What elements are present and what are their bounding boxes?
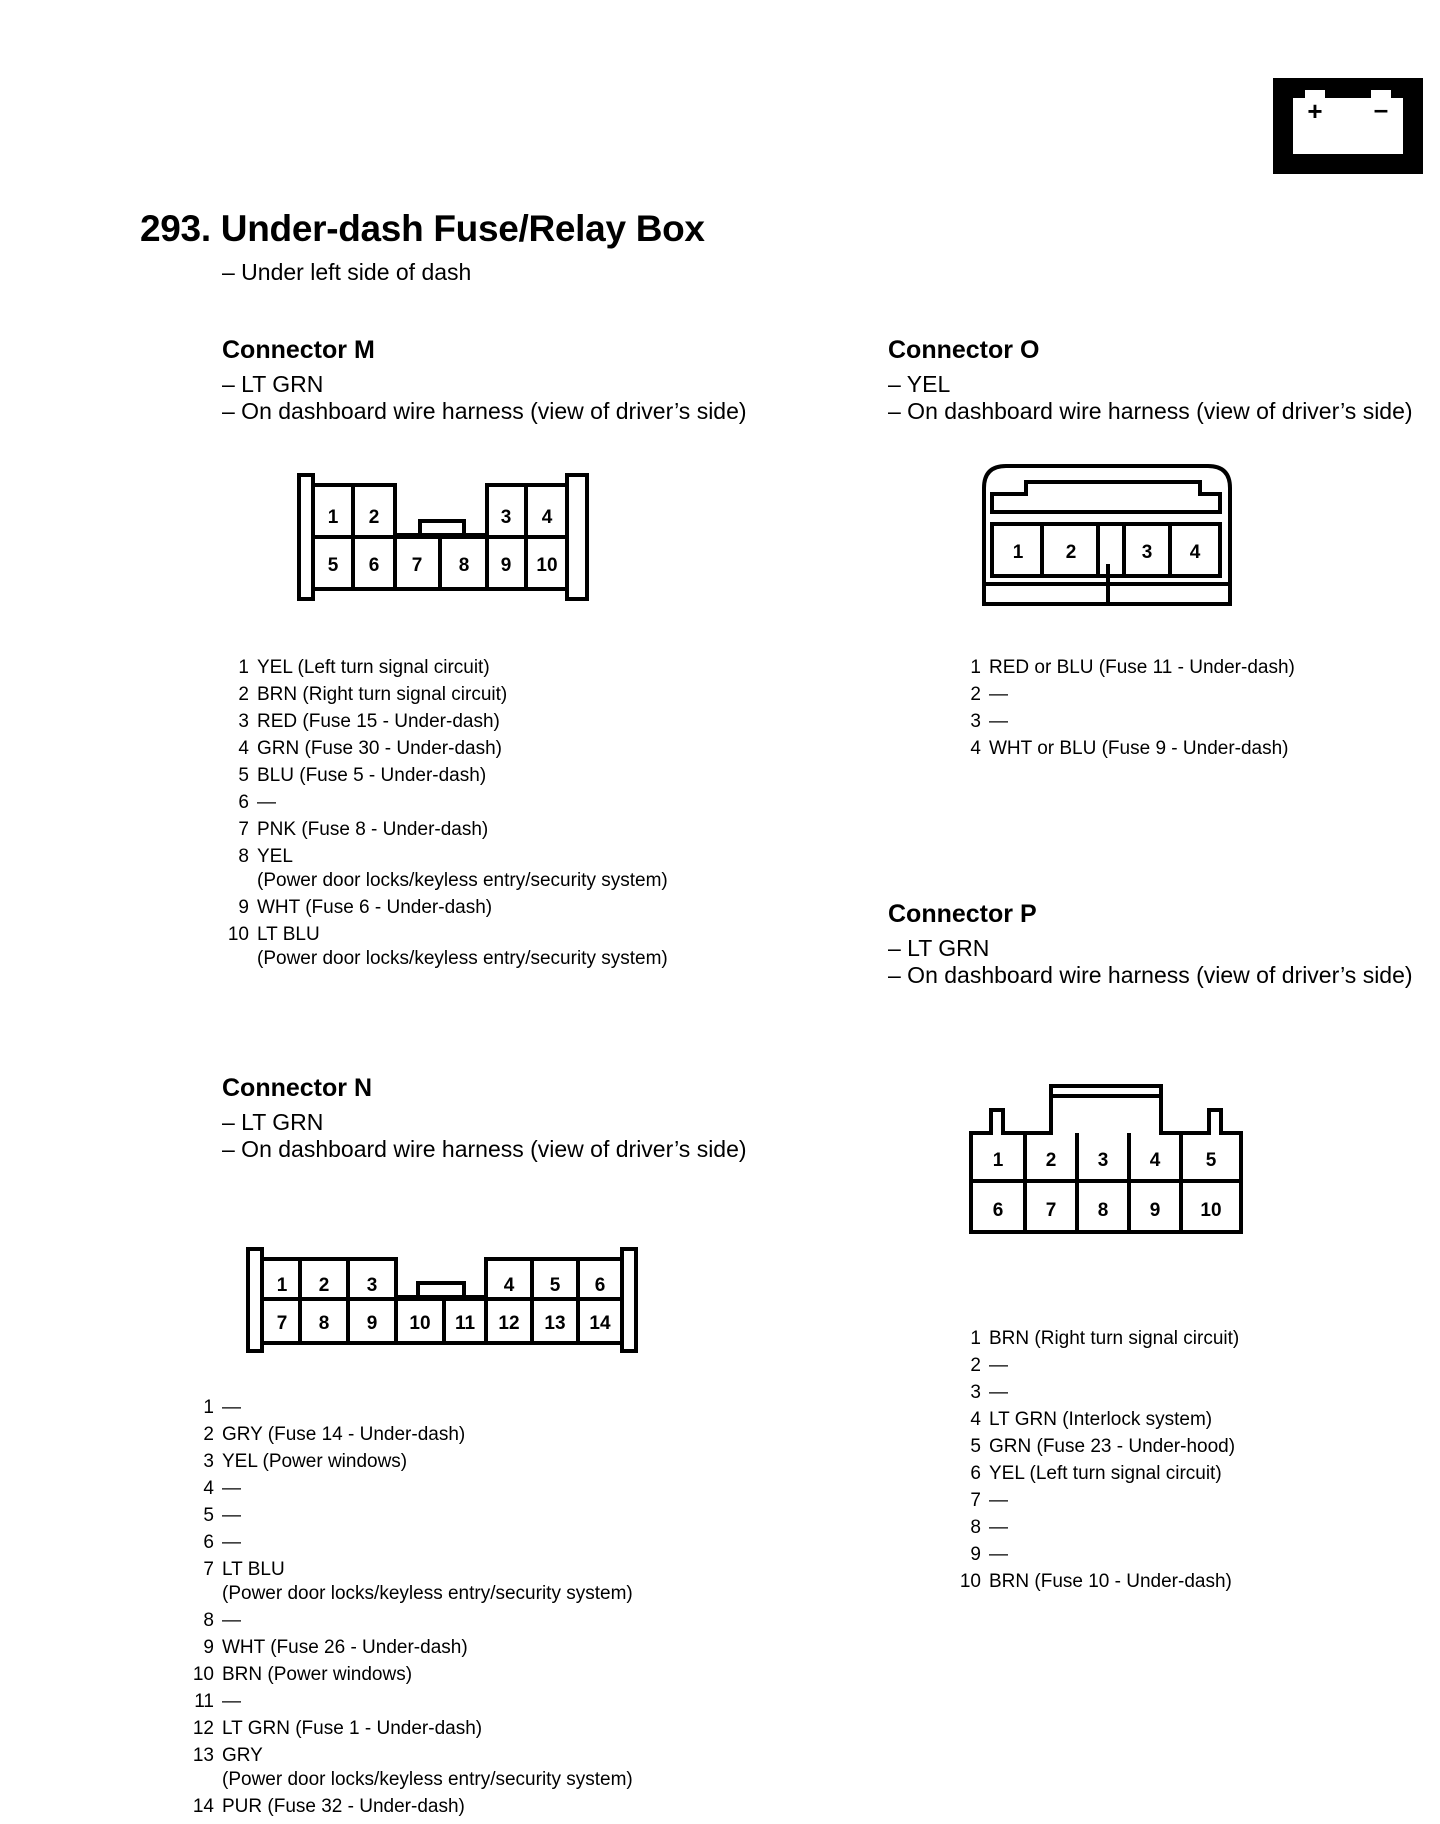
connector-m-diagram (290, 465, 600, 605)
connector-m-cavity-1: 1 (327, 507, 339, 528)
connector-m-color: – LT GRN (222, 371, 324, 397)
list-item: 13 GRY (Power door locks/keyless entry/security system) (192, 1745, 633, 1790)
connector-n-cavity-13: 13 (544, 1313, 566, 1334)
connector-m-cavity-9: 9 (500, 555, 512, 576)
list-item: 10 BRN (Fuse 10 - Under-dash) (959, 1571, 1232, 1592)
connector-o-diagram (978, 460, 1248, 608)
connector-p-pin-list (957, 1325, 1417, 1595)
connector-o-cavity-3: 3 (1141, 542, 1153, 563)
list-item: 1 BRN (Right turn signal circuit) (970, 1328, 1240, 1349)
list-item: 11 — (194, 1691, 241, 1712)
list-item: 8 YEL (Power door locks/keyless entry/security system) (238, 846, 668, 891)
list-item: 2 — (970, 684, 1008, 705)
list-item: 7 PNK (Fuse 8 - Under-dash) (238, 819, 489, 840)
connector-p-cavity-4: 4 (1149, 1150, 1161, 1171)
list-item: 4 — (203, 1478, 241, 1499)
connector-n-title: Connector N (222, 1074, 372, 1102)
battery-plus-sign: + (1307, 96, 1323, 126)
connector-p-cavity-1: 1 (992, 1150, 1004, 1171)
connector-p-cavity-5: 5 (1205, 1150, 1217, 1171)
list-item: 6 — (238, 792, 276, 813)
connector-n-cavity-5: 5 (549, 1275, 561, 1296)
connector-o-color: – YEL (888, 371, 951, 397)
connector-n-diagram (242, 1245, 642, 1355)
connector-o-header (888, 336, 1413, 425)
connector-m-cavity-5: 5 (327, 555, 339, 576)
list-item: 7 LT BLU (Power door locks/keyless entry/security system) (203, 1559, 633, 1604)
list-item: 3 — (970, 711, 1008, 732)
connector-m-location: – On dashboard wire harness (view of driver’s side) (222, 398, 747, 424)
list-item: 2 BRN (Right turn signal circuit) (238, 684, 508, 705)
connector-n-cavity-8: 8 (318, 1313, 330, 1334)
list-item: 5 GRN (Fuse 23 - Under-hood) (970, 1436, 1236, 1457)
connector-o-cavity-1: 1 (1012, 542, 1024, 563)
connector-m-cavity-3: 3 (500, 507, 512, 528)
connector-p-location: – On dashboard wire harness (view of driver’s side) (888, 962, 1413, 988)
connector-o-location: – On dashboard wire harness (view of driver’s side) (888, 398, 1413, 424)
connector-p-diagram (967, 1078, 1247, 1238)
connector-o-pin-list (957, 654, 1417, 762)
battery-minus-sign: – (1373, 94, 1389, 124)
list-item: 8 — (203, 1610, 241, 1631)
list-item: 6 YEL (Left turn signal circuit) (970, 1463, 1222, 1484)
connector-p-cavity-3: 3 (1097, 1150, 1109, 1171)
connector-m-title: Connector M (222, 336, 375, 364)
list-item: 12 LT GRN (Fuse 1 - Under-dash) (192, 1718, 483, 1739)
list-item: 9 WHT (Fuse 26 - Under-dash) (203, 1637, 468, 1658)
list-item: 7 — (970, 1490, 1008, 1511)
list-item: 5 BLU (Fuse 5 - Under-dash) (238, 765, 487, 786)
connector-m-pin-list (225, 654, 745, 972)
connector-p-cavity-9: 9 (1149, 1200, 1161, 1221)
battery-icon (1273, 78, 1423, 174)
connector-m-cavity-8: 8 (458, 555, 470, 576)
list-item: 10 BRN (Power windows) (192, 1664, 413, 1685)
connector-p-cavity-8: 8 (1097, 1200, 1109, 1221)
connector-m-cavity-6: 6 (368, 555, 380, 576)
list-item: 8 — (970, 1517, 1008, 1538)
connector-m-cavity-10: 10 (536, 555, 558, 576)
connector-p-color: – LT GRN (888, 935, 990, 961)
list-item: 5 — (203, 1505, 241, 1526)
connector-o-cavity-4: 4 (1189, 542, 1201, 563)
list-item: 4 GRN (Fuse 30 - Under-dash) (238, 738, 502, 759)
connector-o-cavity-2: 2 (1065, 542, 1077, 563)
list-item: 3 — (970, 1382, 1008, 1403)
list-item: 3 RED (Fuse 15 - Under-dash) (238, 711, 500, 732)
connector-n-cavity-10: 10 (409, 1313, 431, 1334)
connector-n-color: – LT GRN (222, 1109, 324, 1135)
connector-p-cavity-10: 10 (1200, 1200, 1222, 1221)
list-item: 10 LT BLU (Power door locks/keyless entry/security system) (227, 924, 668, 969)
connector-m-cavity-4: 4 (541, 507, 553, 528)
connector-n-cavity-9: 9 (366, 1313, 378, 1334)
connector-n-cavity-4: 4 (503, 1275, 515, 1296)
list-item: 3 YEL (Power windows) (203, 1451, 408, 1472)
connector-n-cavity-7: 7 (276, 1313, 288, 1334)
list-item: 2 — (970, 1355, 1008, 1376)
connector-p-cavity-6: 6 (992, 1200, 1004, 1221)
connector-n-cavity-3: 3 (366, 1275, 378, 1296)
connector-n-header (222, 1074, 747, 1163)
connector-n-cavity-2: 2 (318, 1275, 330, 1296)
list-item: 9 — (970, 1544, 1008, 1565)
connector-m-cavity-2: 2 (368, 507, 380, 528)
list-item: 6 — (203, 1532, 241, 1553)
page-title: 293. Under-dash Fuse/Relay Box (140, 208, 705, 249)
connector-p-cavity-2: 2 (1045, 1150, 1057, 1171)
connector-n-cavity-1: 1 (276, 1275, 288, 1296)
list-item: 4 LT GRN (Interlock system) (970, 1409, 1213, 1430)
list-item: 4 WHT or BLU (Fuse 9 - Under-dash) (970, 738, 1289, 759)
list-item: 14 PUR (Fuse 32 - Under-dash) (192, 1796, 465, 1817)
connector-p-cavity-7: 7 (1045, 1200, 1057, 1221)
connector-p-title: Connector P (888, 900, 1037, 928)
connector-p-header (888, 900, 1413, 989)
connector-n-pin-list (190, 1394, 710, 1820)
page-subtitle: – Under left side of dash (222, 259, 472, 285)
list-item: 2 GRY (Fuse 14 - Under-dash) (203, 1424, 466, 1445)
connector-m-cavity-7: 7 (411, 555, 423, 576)
list-item: 1 — (203, 1397, 241, 1418)
connector-n-cavity-14: 14 (589, 1313, 611, 1334)
connector-n-cavity-12: 12 (498, 1313, 520, 1334)
list-item: 1 YEL (Left turn signal circuit) (238, 657, 490, 678)
list-item: 1 RED or BLU (Fuse 11 - Under-dash) (970, 657, 1295, 678)
connector-o-title: Connector O (888, 336, 1040, 364)
connector-n-cavity-11: 11 (454, 1313, 476, 1334)
list-item: 9 WHT (Fuse 6 - Under-dash) (238, 897, 493, 918)
connector-n-location: – On dashboard wire harness (view of driver’s side) (222, 1136, 747, 1162)
connector-m-header (222, 336, 747, 425)
connector-n-cavity-6: 6 (594, 1275, 606, 1296)
